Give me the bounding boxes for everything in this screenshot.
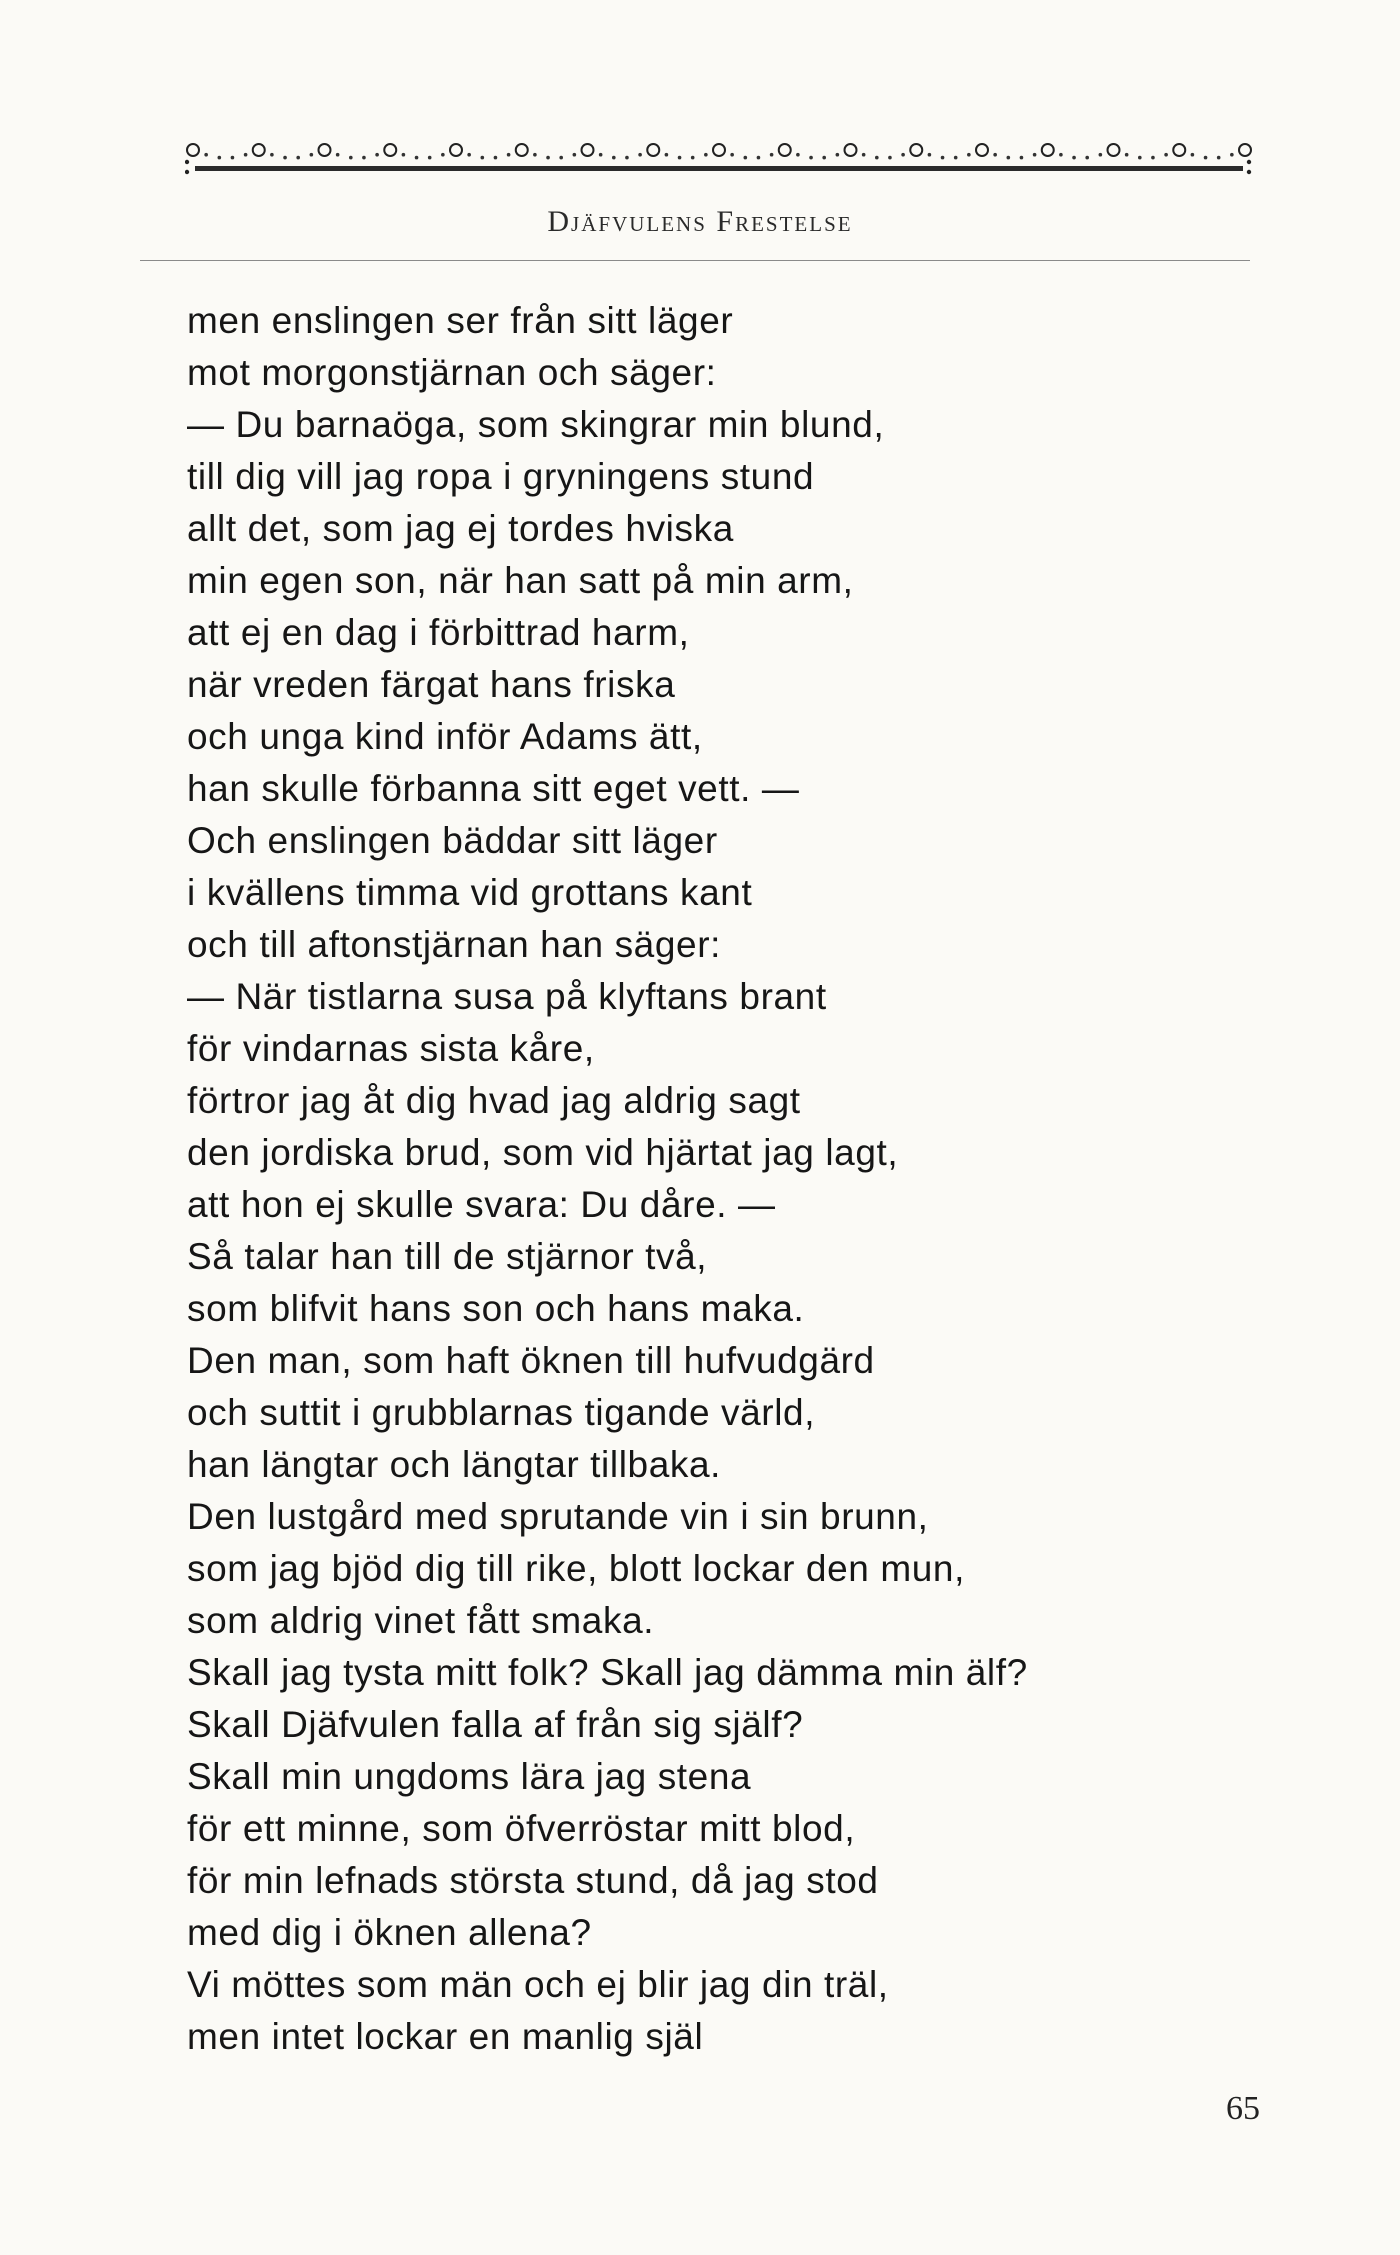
poem-line: med dig i öknen allena? (187, 1912, 592, 1953)
ornament-ring (253, 144, 265, 156)
ornament-ring (450, 144, 462, 156)
ornament-dot (1204, 156, 1208, 160)
poem-line: förtror jag åt dig hvad jag aldrig sagt (187, 1080, 801, 1121)
ornament-dot (310, 153, 314, 157)
ornament-dot (809, 156, 813, 160)
ornament-corner-dot (185, 170, 189, 174)
ornament-dot (283, 156, 287, 160)
poem-line: Skall Djäfvulen falla af från sig själf? (187, 1704, 804, 1745)
ornament-dot (796, 153, 800, 157)
ornament-dot (559, 156, 563, 160)
ornament-ring (319, 144, 331, 156)
ornament-corner-dot (1247, 170, 1251, 174)
ornament-dot (1020, 156, 1024, 160)
ornament-dot (270, 153, 274, 157)
ornament-dot (336, 153, 340, 157)
poem-line: mot morgonstjärnan och säger: (187, 352, 717, 393)
poem-line: för ett minne, som öfverröstar mitt blod, (187, 1808, 856, 1849)
ornament-dot (599, 153, 603, 157)
ornament-ring (384, 144, 396, 156)
ornament-ring (976, 144, 988, 156)
ornament-dot (1033, 153, 1037, 157)
ornament-dot (375, 153, 379, 157)
ornament-dot (296, 156, 300, 160)
ornament-dot (757, 156, 761, 160)
ornamental-border (185, 138, 1253, 180)
poem-line: som blifvit hans son och hans maka. (187, 1288, 805, 1329)
ornament-dot (494, 156, 498, 160)
poem-line: min egen son, när han satt på min arm, (187, 560, 854, 601)
ornament-dot (862, 153, 866, 157)
poem-line: när vreden färgat hans friska (187, 664, 676, 705)
ornament-dot (507, 153, 511, 157)
ornament-dot (533, 153, 537, 157)
page-number: 65 (1226, 2090, 1260, 2127)
ornament-graphic (185, 138, 1253, 180)
poem-line: till dig vill jag ropa i gryningens stund (187, 456, 815, 497)
ornament-dot (875, 156, 879, 160)
ornament-dot (1007, 156, 1011, 160)
ornament-ring (845, 144, 857, 156)
ornament-ring (647, 144, 659, 156)
ornament-ring (1108, 144, 1120, 156)
ornament-dot (928, 153, 932, 157)
ornament-ring (187, 144, 199, 156)
ornament-ring (1042, 144, 1054, 156)
ornament-ring (713, 144, 725, 156)
poem-line: — När tistlarna susa på klyftans brant (187, 976, 827, 1017)
ornament-dot (1085, 156, 1089, 160)
poem-line: han längtar och längtar tillbaka. (187, 1444, 722, 1485)
poem-line: allt det, som jag ej tordes hviska (187, 508, 734, 549)
ornament-dot (481, 156, 485, 160)
ornament-dot (730, 153, 734, 157)
poem-line: Skall jag tysta mitt folk? Skall jag dämma min älf? (187, 1652, 1028, 1693)
poem-line: att ej en dag i förbittrad harm, (187, 612, 690, 653)
ornament-bar (195, 166, 1243, 171)
ornament-dot (1151, 156, 1155, 160)
ornament-corner-dot (1247, 160, 1251, 164)
poem-line: han skulle förbanna sitt eget vett. — (187, 768, 800, 809)
ornament-dot (638, 153, 642, 157)
poem-line: — Du barnaöga, som skingrar min blund, (187, 404, 885, 445)
poem-line: och till aftonstjärnan han säger: (187, 924, 722, 965)
poem-line: som jag bjöd dig till rike, blott lockar den mun, (187, 1548, 965, 1589)
ornament-dot (573, 153, 577, 157)
header-divider (140, 260, 1250, 261)
ornament-dot (1164, 153, 1168, 157)
ornament-dot (349, 156, 353, 160)
ornament-dot (625, 156, 629, 160)
poem-line: som aldrig vinet fått smaka. (187, 1600, 655, 1641)
ornament-dot (441, 153, 445, 157)
ornament-ring (1239, 144, 1251, 156)
ornament-dot (901, 153, 905, 157)
ornament-dot (1059, 153, 1063, 157)
poem-line: Så talar han till de stjärnor två, (187, 1236, 708, 1277)
ornament-dot (678, 156, 682, 160)
poem-line: att hon ej skulle svara: Du dåre. — (187, 1184, 776, 1225)
running-title: Djäfvulens Frestelse (547, 205, 853, 238)
ornament-dot (428, 156, 432, 160)
ornament-ring (779, 144, 791, 156)
poem-line: för min lefnads största stund, då jag stod (187, 1860, 879, 1901)
ornament-dot (1230, 153, 1234, 157)
ornament-dot (954, 156, 958, 160)
poem-line: Den lustgård med sprutande vin i sin brunn, (187, 1496, 929, 1537)
ornament-dot (770, 153, 774, 157)
ornament-dot (1072, 156, 1076, 160)
ornament-ring (516, 144, 528, 156)
ornament-ring (1173, 144, 1185, 156)
ornament-corner-dot (185, 160, 189, 164)
ornament-dot (244, 153, 248, 157)
poem-line: den jordiska brud, som vid hjärtat jag lagt, (187, 1132, 899, 1173)
ornament-dot (704, 153, 708, 157)
ornament-dot (546, 156, 550, 160)
ornament-ring (910, 144, 922, 156)
poem-line: Och enslingen bäddar sitt läger (187, 820, 718, 861)
poem-body (187, 295, 1287, 2063)
ornament-dot (231, 156, 235, 160)
poem-line: Vi möttes som män och ej blir jag din träl, (187, 1964, 889, 2005)
ornament-dot (691, 156, 695, 160)
ornament-dot (1217, 156, 1221, 160)
poem-line: Skall min ungdoms lära jag stena (187, 1756, 752, 1797)
ornament-dot (888, 156, 892, 160)
ornament-ring (582, 144, 594, 156)
ornament-dot (967, 153, 971, 157)
ornament-dot (822, 156, 826, 160)
poem-line: för vindarnas sista kåre, (187, 1028, 595, 1069)
ornament-dot (665, 153, 669, 157)
ornament-dot (993, 153, 997, 157)
ornament-dot (218, 156, 222, 160)
poem-line: och unga kind inför Adams ätt, (187, 716, 703, 757)
poem-line: Den man, som haft öknen till hufvudgärd (187, 1340, 875, 1381)
ornament-dot (612, 156, 616, 160)
ornament-dot (1191, 153, 1195, 157)
ornament-dot (1138, 156, 1142, 160)
ornament-dot (744, 156, 748, 160)
ornament-dot (362, 156, 366, 160)
poem-line: i kvällens timma vid grottans kant (187, 872, 753, 913)
ornament-dot (415, 156, 419, 160)
poem-line: och suttit i grubblarnas tigande värld, (187, 1392, 816, 1433)
ornament-dot (1125, 153, 1129, 157)
poem-line: men intet lockar en manlig själ (187, 2016, 704, 2057)
ornament-dot (402, 153, 406, 157)
ornament-dot (467, 153, 471, 157)
ornament-dot (204, 153, 208, 157)
poem-line: men enslingen ser från sitt läger (187, 300, 734, 341)
ornament-dot (836, 153, 840, 157)
ornament-dot (941, 156, 945, 160)
ornament-dot (1099, 153, 1103, 157)
